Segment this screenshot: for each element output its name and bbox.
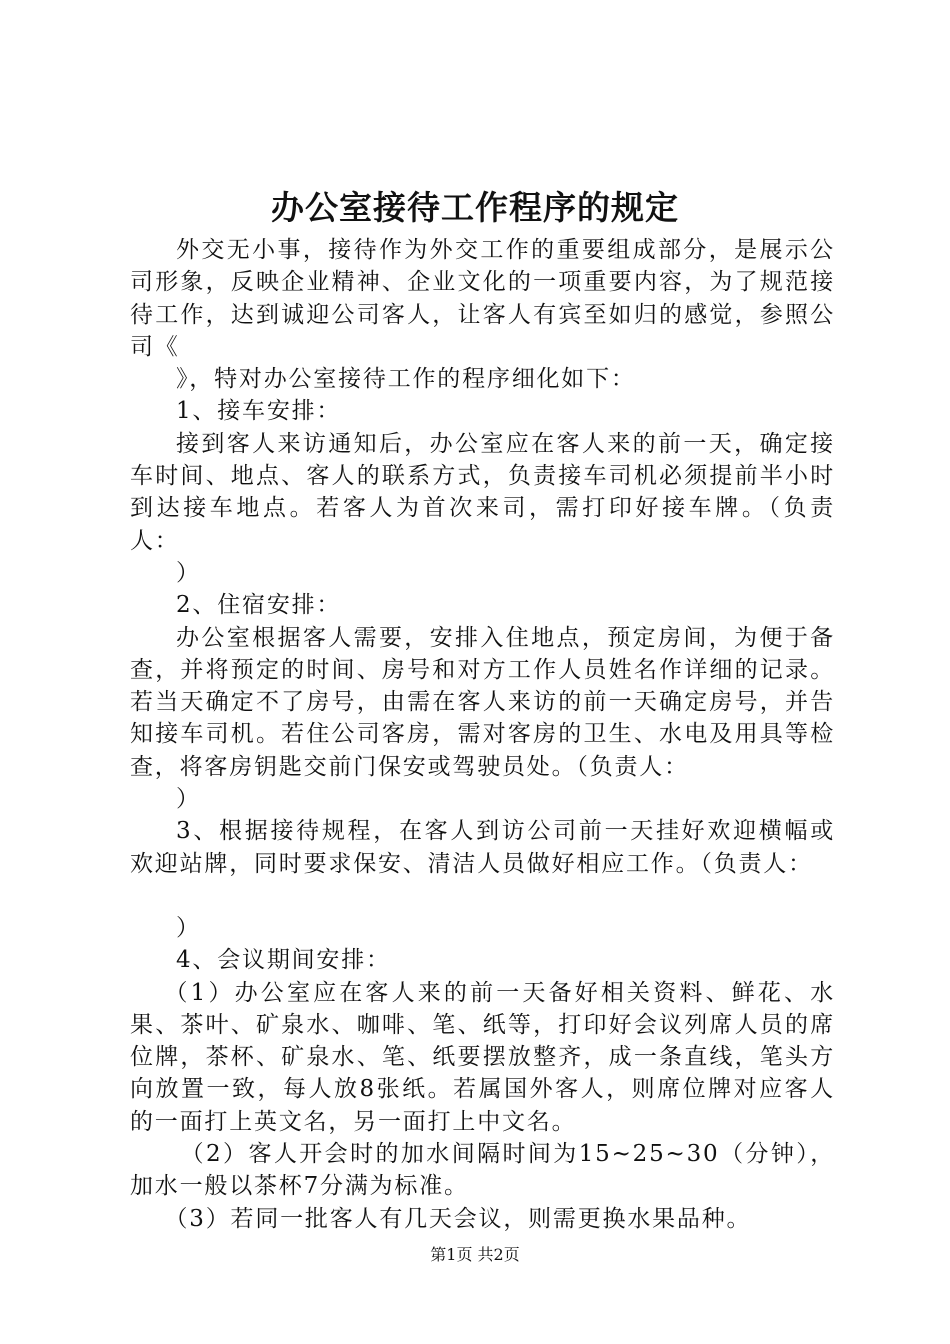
paragraph-welcome-close: ） — [176, 914, 201, 941]
paragraph-pickup-close: ） — [176, 559, 201, 586]
heading-pickup: 1、接车安排： — [176, 398, 342, 425]
paragraph-welcome: 3、根据接待规程，在客人到访公司前一天挂好欢迎横幅或欢迎站牌，同时要求保安、清洁人员做好相应工作。（负责人： — [130, 818, 835, 877]
page-footer: 第1页 共2页 — [430, 1245, 520, 1264]
heading-meeting: 4、会议期间安排： — [176, 947, 391, 974]
blank-line — [130, 880, 835, 912]
paragraph-meeting-3: （3）若同一批客人有几天会议，则需更换水果品种。 — [164, 1205, 752, 1232]
heading-lodging: 2、住宿安排： — [176, 592, 342, 619]
paragraph-intro: 外交无小事，接待作为外交工作的重要组成部分，是展示公司形象，反映企业精神、企业文化的一项重要内容，为了规范接待工作，达到诚迎公司客人，让客人有宾至如归的感觉，参照公司《 — [130, 237, 835, 360]
document-title: 办公室接待工作程序的规定 — [271, 188, 679, 227]
paragraph-meeting-2: （2）客人开会时的加水间隔时间为15~25~30（分钟），加水一般以茶杯7分满为标准。 — [130, 1141, 835, 1200]
paragraph-lodging-close: ） — [176, 786, 201, 813]
document-body — [130, 234, 835, 1235]
paragraph-intro-cont: 》，特对办公室接待工作的程序细化如下： — [176, 366, 636, 393]
paragraph-lodging: 办公室根据客人需要，安排入住地点，预定房间，为便于备查，并将预定的时间、房号和对方工作人员姓名作详细的记录。若当天确定不了房号，由需在客人来访的前一天确定房号，并告知接车司机。若住公司客房，需对客房的卫生、水电及用具等检查，将客房钥匙交前门保安或驾驶员处。（负责人： — [130, 624, 835, 780]
paragraph-pickup: 接到客人来访通知后，办公室应在客人来的前一天，确定接车时间、地点、客人的联系方式，负责接车司机必须提前半小时到达接车地点。若客人为首次来司，需打印好接车牌。（负责人： — [130, 430, 835, 554]
paragraph-meeting-1: （1）办公室应在客人来的前一天备好相关资料、鲜花、水果、茶叶、矿泉水、咖啡、笔、纸等，打印好会议列席人员的席位牌，茶杯、矿泉水、笔、纸要摆放整齐，成一条直线，笔头方向放置一致，每人放8张纸。若属国外客人，则席位牌对应客人的一面打上英文名，另一面打上中文名。 — [130, 979, 835, 1135]
